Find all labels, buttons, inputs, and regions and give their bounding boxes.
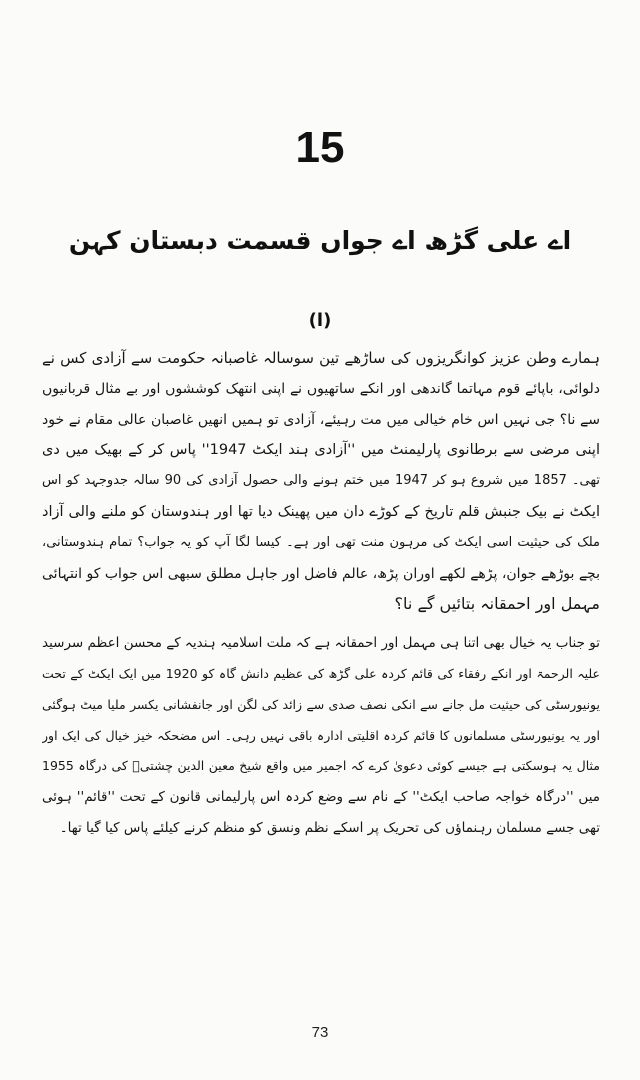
text-line: یونیورسٹی کی حیثیت مل جانے سے انکی نصف صدی سے زائد کی لگن اور جانفشانی یکسر ملیا میٹ ہوگئی [42, 696, 600, 712]
text-line: اور یہ یونیورسٹی مسلمانوں کا قائم کردہ اقلیتی ادارہ باقی نہیں رہی۔ اس مضحکہ خیز خیال کی ایک اور [42, 727, 600, 743]
chapter-title: اے علی گڑھ اے جواں قسمت دبستان کہن [68, 226, 572, 255]
text-line: ملک کی حیثیت اسی ایکٹ کی مرہون منت تھی اور ہے۔ کیسا لگا آپ کو یہ جواب؟ تمام ہندوستانی، [42, 534, 600, 550]
text-line: تھی۔ 1857 میں شروع ہو کر 1947 میں ختم ہونے والی حصول آزادی کی 90 سالہ جدوجہد کو اس [42, 473, 600, 489]
text-line: تو جناب یہ خیال بھی اتنا ہی مہمل اور احمقانہ ہے کہ ملت اسلامیہ ہندیہ کے محسن اعظم سرسید [42, 635, 600, 652]
paragraph-1 [42, 343, 600, 620]
chapter-number: 15 [295, 123, 345, 172]
paragraph-2 [42, 628, 600, 844]
text-line: سے نا؟ جی نہیں اس خام خیالی میں مت رہیئے، آزادی تو ہمیں انھیں غاصبان عالی مقام نے خود [42, 411, 600, 428]
text-line: علیہ الرحمۃ اور انکے رفقاء کی قائم کردہ علی گڑھ کی عظیم دانش گاہ کو 1920 میں ایک ایکٹ کے تحت [42, 665, 600, 681]
text-line: اپنی مرضی سے برطانوی پارلیمنٹ میں ''آزادی ہند ایکٹ 1947'' پاس کر کے بھیک میں دی [42, 442, 600, 459]
section-marker: (ا) [308, 310, 332, 331]
text-line: ایکٹ نے بیک جنبش قلم تاریخ کے کوڑے دان میں پھینک دیا تھا اور ہندوستان کو ملنے والی آزاد [42, 503, 600, 520]
page-number: 73 [311, 1024, 329, 1041]
paragraph-gap [42, 620, 600, 628]
text-line: ہمارے وطن عزیز کوانگریزوں کی ساڑھے تین سوسالہ غاصبانہ حکومت سے آزادی کس نے [42, 349, 600, 367]
text-line: مہمل اور احمقانہ بتائیں گے نا؟ [394, 594, 600, 614]
text-line: بچے بوڑھے جوان، پڑھے لکھے اوران پڑھ، عالم فاضل اور جاہل مطلق سبھی اس جواب کو انتہائی [42, 565, 600, 582]
body-text [42, 343, 600, 844]
text-line: تھی جسے مسلمان رہنماؤں کی تحریک پر اسکے نظم ونسق کو منظم کرنے کیلئے پاس کیا گیا تھا۔ [59, 819, 600, 836]
text-line: میں ''درگاہ خواجہ صاحب ایکٹ'' کے نام سے وضع کردہ اس پارلیمانی قانون کے تحت ''قائم'' ہوئی [42, 789, 600, 806]
text-line: دلوائی، باپائے قوم مہاتما گاندھی اور انکے ساتھیوں نے اپنی انتھک کوششوں اور بے مثال قربانیوں [42, 380, 600, 397]
text-line: مثال یہ ہوسکتی ہے جیسے کوئی دعویٰ کرے کہ اجمیر میں واقع شیخ معین الدین چشتیؒ کی درگاہ 1955 [42, 758, 600, 774]
